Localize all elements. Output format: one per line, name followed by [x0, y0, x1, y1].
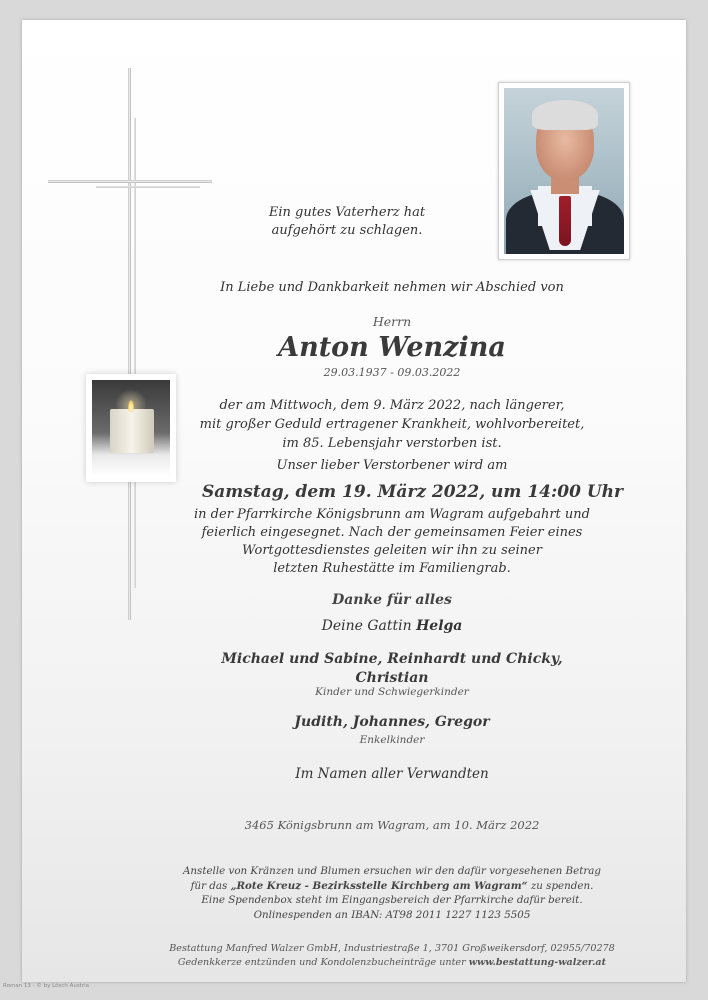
obituary-card — [22, 20, 686, 982]
imprint: Roman 13 - © by Lösch Austria — [3, 983, 90, 989]
donation-line: für das — [190, 879, 231, 892]
children-label: Kinder und Schwiegerkinder — [315, 686, 469, 698]
wife-line — [252, 618, 532, 634]
relatives-line: Im Namen aller Verwandten — [295, 766, 489, 782]
thanks-line: Danke für alles — [332, 592, 452, 608]
death-notice-line: der am Mittwoch, dem 9. März 2022, nach längerer, — [219, 398, 565, 413]
quote — [212, 204, 482, 240]
donation-recipient: „Rote Kreuz - Bezirksstelle Kirchberg am Wagram“ — [230, 879, 528, 892]
wife-prefix: Deine Gattin — [321, 618, 417, 634]
deceased-name: Anton Wenzina — [278, 332, 506, 363]
candle-image — [86, 374, 176, 482]
children-names-line: Christian — [355, 670, 429, 686]
grandchildren-label: Enkelkinder — [359, 734, 425, 746]
quote-line: Ein gutes Vaterherz hat — [268, 205, 426, 220]
intro-text: In Liebe und Dankbarkeit nehmen wir Abschied von — [220, 280, 564, 295]
wife-name: Helga — [416, 618, 463, 634]
death-notice-line: im 85. Lebensjahr verstorben ist. — [282, 436, 502, 451]
death-notice-line: mit großer Geduld ertragener Krankheit, wohlvorbereitet, — [199, 417, 585, 432]
funeral-details-line: feierlich eingesegnet. Nach der gemeinsamen Feier eines — [201, 525, 583, 540]
donation-line: zu spenden. — [527, 879, 594, 892]
footer-line: Bestattung Manfred Walzer GmbH, Industriestraße 1, 3701 Großweikersdorf, 02955/70278 — [169, 943, 615, 954]
funeral-date: Samstag, dem 19. März 2022, um 14:00 Uhr — [202, 482, 623, 502]
death-notice — [172, 396, 612, 453]
salutation: Herrn — [372, 314, 412, 329]
funeral-details — [172, 506, 612, 578]
funeral-details-line: Wortgottesdienstes geleiten wir ihn zu seiner — [242, 543, 542, 558]
children-names-line: Michael und Sabine, Reinhardt und Chicky, — [221, 651, 563, 667]
place-date: 3465 Königsbrunn am Wagram, am 10. März 2022 — [244, 818, 540, 832]
quote-line: aufgehört zu schlagen. — [271, 223, 423, 238]
undertaker-footer — [132, 942, 652, 970]
funeral-intro: Unser lieber Verstorbener wird am — [276, 458, 508, 473]
donation-iban: Onlinespenden an IBAN: AT98 2011 1227 1123 5505 — [253, 908, 531, 921]
donation-line: Anstelle von Kränzen und Blumen ersuchen wir den dafür vorgesehenen Betrag — [182, 865, 602, 877]
funeral-details-line: in der Pfarrkirche Königsbrunn am Wagram aufgebahrt und — [194, 507, 590, 522]
life-dates: 29.03.1937 - 09.03.2022 — [323, 366, 461, 379]
donation-note — [142, 864, 642, 922]
funeral-details-line: letzten Ruhestätte im Familiengrab. — [273, 561, 511, 576]
footer-line: Gedenkkerze entzünden und Kondolenzbucheinträge unter — [177, 957, 469, 968]
donation-line: Eine Spendenbox steht im Eingangsbereich der Pfarrkirche dafür bereit. — [201, 894, 583, 906]
children-names — [172, 650, 612, 688]
grandchildren-names: Judith, Johannes, Gregor — [294, 714, 490, 730]
portrait-photo — [498, 82, 630, 260]
website-link[interactable]: www.bestattung-walzer.at — [468, 957, 607, 968]
